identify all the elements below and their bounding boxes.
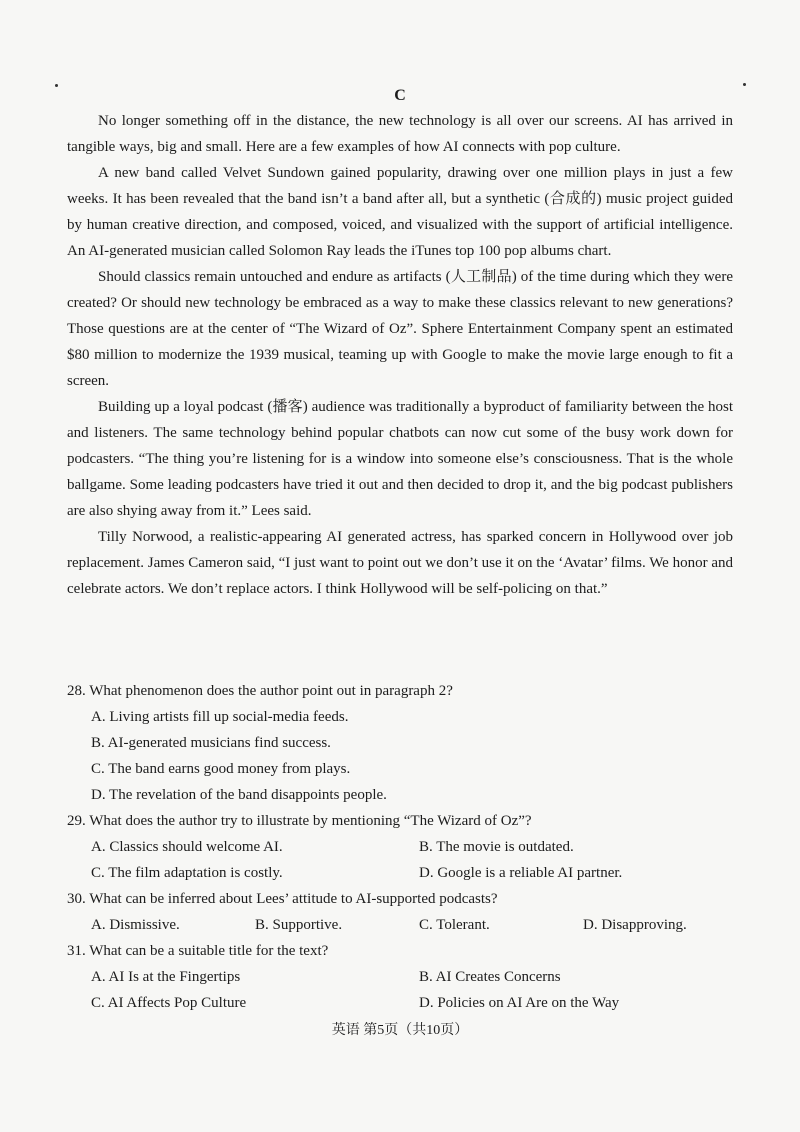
- question-stem: 28. What phenomenon does the author point out in paragraph 2?: [67, 683, 453, 699]
- question-31: [67, 938, 747, 1016]
- page-footer: 英语 第5页（共10页）: [331, 1023, 469, 1038]
- paragraph-3: Should classics remain untouched and endure as artifacts (人工制品) of the time during which they were created? Or should new technology be embraced as a way to make these classics relevant to new generations? Those questions are at the center of “The Wizard of Oz”. Sphere Entertainment Company spent an estimated $80 million to modernize the 1939 musical, teaming up with Google to make the movie large enough to fit a screen.: [67, 269, 733, 389]
- option-b: B. AI-generated musicians find success.: [91, 735, 331, 751]
- question-list: [67, 678, 747, 1016]
- option-d: D. The revelation of the band disappoints people.: [91, 787, 387, 803]
- question-stem: 30. What can be inferred about Lees’ attitude to AI-supported podcasts?: [67, 891, 498, 907]
- section-letter: C: [394, 87, 406, 104]
- option-b: B. Supportive.: [255, 917, 343, 933]
- option-row: [67, 912, 747, 938]
- option-d: D. Policies on AI Are on the Way: [419, 995, 620, 1011]
- option-row: [67, 860, 747, 886]
- option-list: [67, 834, 747, 886]
- option-c: C. The band earns good money from plays.: [91, 761, 351, 777]
- question-30: [67, 886, 747, 938]
- option-list: [67, 704, 747, 808]
- reading-passage: [67, 108, 733, 602]
- option-row: [67, 990, 747, 1016]
- option-c: C. AI Affects Pop Culture: [91, 995, 247, 1011]
- paragraph-5: Tilly Norwood, a realistic-appearing AI generated actress, has sparked concern in Hollywood over job replacement. James Cameron said, “I just want to point out we don’t use it on the ‘Avatar’ films. We honor and celebrate actors. We don’t replace actors. I think Hollywood will be self-policing on that.”: [67, 529, 733, 597]
- option-a: A. Dismissive.: [91, 917, 180, 933]
- option-c: C. Tolerant.: [419, 917, 490, 933]
- option-b: B. The movie is outdated.: [419, 839, 574, 855]
- paragraph-2: A new band called Velvet Sundown gained popularity, drawing over one million plays in just a few weeks. It has been revealed that the band isn’t a band after all, but a synthetic (合成的) music project guided by human creative direction, and composed, voiced, and visualized with the support of artificial intelligence. An AI-generated musician called Solomon Ray leads the iTunes top 100 pop albums chart.: [67, 165, 733, 259]
- option-b: B. AI Creates Concerns: [419, 969, 561, 985]
- option-a: A. AI Is at the Fingertips: [91, 969, 241, 985]
- question-stem: 29. What does the author try to illustrate by mentioning “The Wizard of Oz”?: [67, 813, 532, 829]
- question-28: [67, 678, 747, 808]
- option-list: [67, 964, 747, 1016]
- option-c: C. The film adaptation is costly.: [91, 865, 283, 881]
- option-d: D. Google is a reliable AI partner.: [419, 865, 623, 881]
- option-d: D. Disapproving.: [583, 917, 687, 933]
- option-a: A. Classics should welcome AI.: [91, 839, 283, 855]
- option-row: [67, 964, 747, 990]
- option-list: [67, 912, 747, 938]
- question-stem: 31. What can be a suitable title for the text?: [67, 943, 329, 959]
- option-a: A. Living artists fill up social-media feeds.: [91, 709, 349, 725]
- paragraph-1: No longer something off in the distance, the new technology is all over our screens. AI has arrived in tangible ways, big and small. Here are a few examples of how AI connects with pop culture.: [67, 113, 733, 155]
- option-row: [67, 834, 747, 860]
- question-29: [67, 808, 747, 886]
- paragraph-4: Building up a loyal podcast (播客) audience was traditionally a byproduct of familiarity between the host and listeners. The same technology behind popular chatbots can now cut some of the busy work down for podcasters. “The thing you’re listening for is a window into someone else’s consciousness. That is the whole ballgame. Some leading podcasters have tried it out and then decided to drop it, and the big podcast publishers are also shying away from it.” Lees said.: [67, 399, 733, 519]
